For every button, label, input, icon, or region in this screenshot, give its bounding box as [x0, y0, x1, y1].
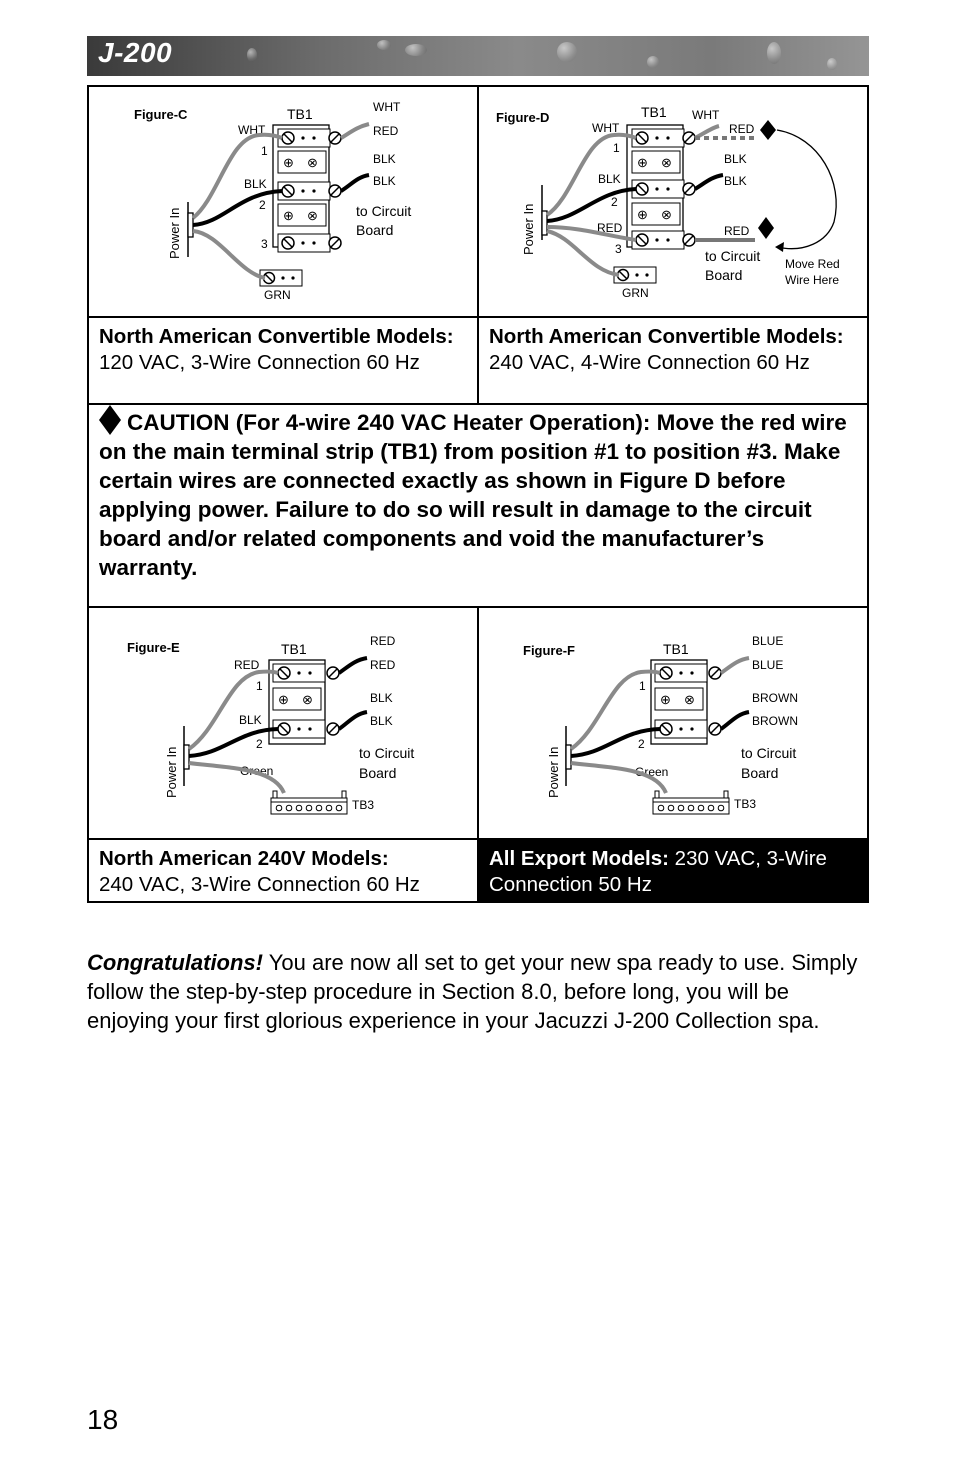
water-drop-decoration — [377, 40, 391, 50]
congratulations-paragraph — [87, 948, 867, 1035]
wire-label: BLK — [239, 713, 262, 727]
svg-text:⊗: ⊗ — [684, 692, 695, 707]
terminal-number: 3 — [615, 242, 622, 256]
svg-text:⊗: ⊗ — [307, 155, 318, 170]
wire-label: BLK — [370, 714, 393, 728]
tb3-label: TB3 — [734, 797, 757, 811]
figure-c-diagram — [89, 87, 477, 316]
caption-figure-e — [89, 840, 477, 901]
wire-label: BROWN — [752, 714, 798, 728]
svg-text:⊕: ⊕ — [283, 208, 294, 223]
wire-label: BLK — [373, 174, 396, 188]
circuit-label: to Circuit — [359, 745, 415, 761]
wire-label: RED — [373, 124, 399, 138]
water-drop-decoration — [405, 44, 427, 56]
circuit-label: Board — [356, 222, 394, 238]
caution-notice — [99, 405, 859, 582]
svg-text:⊕: ⊕ — [283, 155, 294, 170]
page-title: J-200 — [98, 37, 173, 68]
wire-label: BLK — [244, 177, 267, 191]
wire-label: RED — [234, 658, 260, 672]
figure-label: Figure-F — [523, 643, 575, 658]
wire-label: BLK — [598, 172, 621, 186]
wire-label: WHT — [373, 100, 401, 114]
wire-label: RED — [370, 634, 396, 648]
caption-figure-d — [479, 318, 867, 403]
ground-label: GRN — [264, 288, 291, 302]
caption-figure-f — [479, 840, 867, 901]
svg-text:⊗: ⊗ — [661, 207, 672, 222]
wiring-diagrams-panel — [87, 85, 869, 903]
svg-text:⊕: ⊕ — [278, 692, 289, 707]
figure-e — [89, 608, 477, 838]
figure-e-diagram — [89, 608, 477, 838]
caution-text: CAUTION (For 4-wire 240 VAC Heater Operation): Move the red wire on the main terminal strip (TB1) from position #1 to position #3. Make certain wires are connected exactly as shown in Figure D before applying power. Failure to do so will result in damage to the circuit board and/or related components and void the manufacturer’s warranty. — [99, 410, 847, 580]
wire-label: RED — [729, 122, 755, 136]
wire-label: WHT — [692, 108, 720, 122]
ground-label: GRN — [622, 286, 649, 300]
circuit-label: Board — [359, 765, 397, 781]
congratulations-lead: Congratulations! — [87, 950, 263, 975]
wire-label: BLK — [724, 152, 747, 166]
circuit-label: to Circuit — [705, 248, 761, 264]
terminal-number: 2 — [256, 737, 263, 751]
wire-label: BLUE — [752, 634, 784, 648]
tb1-label: TB1 — [287, 106, 313, 122]
figure-f — [479, 608, 867, 838]
power-in-label: Power In — [546, 746, 561, 798]
figure-d-diagram — [479, 87, 867, 316]
page-number: 18 — [87, 1404, 119, 1435]
water-drop-decoration — [647, 56, 659, 68]
caption-model: North American Convertible Models: — [99, 325, 454, 348]
caption-spec: 230 VAC, 3-Wire Connection 50 Hz — [489, 847, 827, 896]
terminal-number: 2 — [611, 195, 618, 209]
terminal-number: 2 — [638, 737, 645, 751]
tb1-label: TB1 — [663, 641, 689, 657]
terminal-number: 1 — [613, 141, 620, 155]
figure-label: Figure-D — [496, 110, 550, 125]
water-drop-decoration — [247, 48, 257, 62]
caption-model: North American Convertible Models: — [489, 325, 844, 348]
wire-label: BLK — [370, 691, 393, 705]
svg-text:⊗: ⊗ — [661, 155, 672, 170]
figure-c — [89, 87, 477, 316]
header-bar — [87, 36, 869, 76]
svg-text:⊕: ⊕ — [637, 155, 648, 170]
circuit-label: to Circuit — [741, 745, 797, 761]
power-in-label: Power In — [521, 203, 536, 255]
circuit-label: to Circuit — [356, 203, 412, 219]
power-in-label: Power In — [167, 207, 182, 259]
wire-label: RED — [724, 224, 750, 238]
note-label: Move Red — [785, 257, 840, 271]
wire-label: RED — [597, 221, 623, 235]
wire-label: BLK — [373, 152, 396, 166]
terminal-number: 1 — [256, 679, 263, 693]
figure-d — [479, 87, 867, 316]
terminal-number: 1 — [261, 144, 268, 158]
water-drop-decoration — [827, 58, 837, 70]
water-drop-decoration — [767, 42, 781, 64]
note-label: Wire Here — [785, 273, 840, 287]
figure-f-diagram — [479, 608, 867, 838]
caption-spec: 240 VAC, 4-Wire Connection 60 Hz — [489, 351, 810, 374]
wire-label: BLK — [724, 174, 747, 188]
caption-model: All Export Models: — [489, 847, 669, 870]
congratulations-text: You are now all set to get your new spa ready to use. Simply follow the step-by-step procedure in Section 8.0, before long, you will be enjoying your first glorious experience in your Jacuzzi J-200 Collection spa. — [87, 950, 858, 1033]
tb3-label: TB3 — [352, 798, 375, 812]
figure-label: Figure-E — [127, 640, 180, 655]
tb1-label: TB1 — [641, 104, 667, 120]
wire-label: WHT — [592, 121, 620, 135]
wire-label: BROWN — [752, 691, 798, 705]
terminal-number: 1 — [639, 679, 646, 693]
figure-label: Figure-C — [134, 107, 188, 122]
svg-text:⊗: ⊗ — [302, 692, 313, 707]
svg-text:⊕: ⊕ — [637, 207, 648, 222]
svg-text:⊕: ⊕ — [660, 692, 671, 707]
circuit-label: Board — [741, 765, 779, 781]
tb1-label: TB1 — [281, 641, 307, 657]
terminal-number: 3 — [261, 237, 268, 251]
caption-figure-c — [89, 318, 477, 403]
terminal-number: 2 — [259, 198, 266, 212]
svg-text:⊗: ⊗ — [307, 208, 318, 223]
circuit-label: Board — [705, 267, 743, 283]
ground-label: Green — [240, 764, 274, 778]
wire-label: RED — [370, 658, 396, 672]
power-in-label: Power In — [164, 746, 179, 798]
ground-label: Green — [635, 765, 669, 779]
caption-model: North American 240V Models: — [99, 847, 389, 870]
wire-label: BLUE — [752, 658, 784, 672]
caption-spec: 240 VAC, 3-Wire Connection 60 Hz — [99, 873, 420, 896]
caption-spec: 120 VAC, 3-Wire Connection 60 Hz — [99, 351, 420, 374]
water-drop-decoration — [557, 42, 577, 62]
diamond-warning-icon — [99, 405, 121, 435]
wire-label: WHT — [238, 123, 266, 137]
